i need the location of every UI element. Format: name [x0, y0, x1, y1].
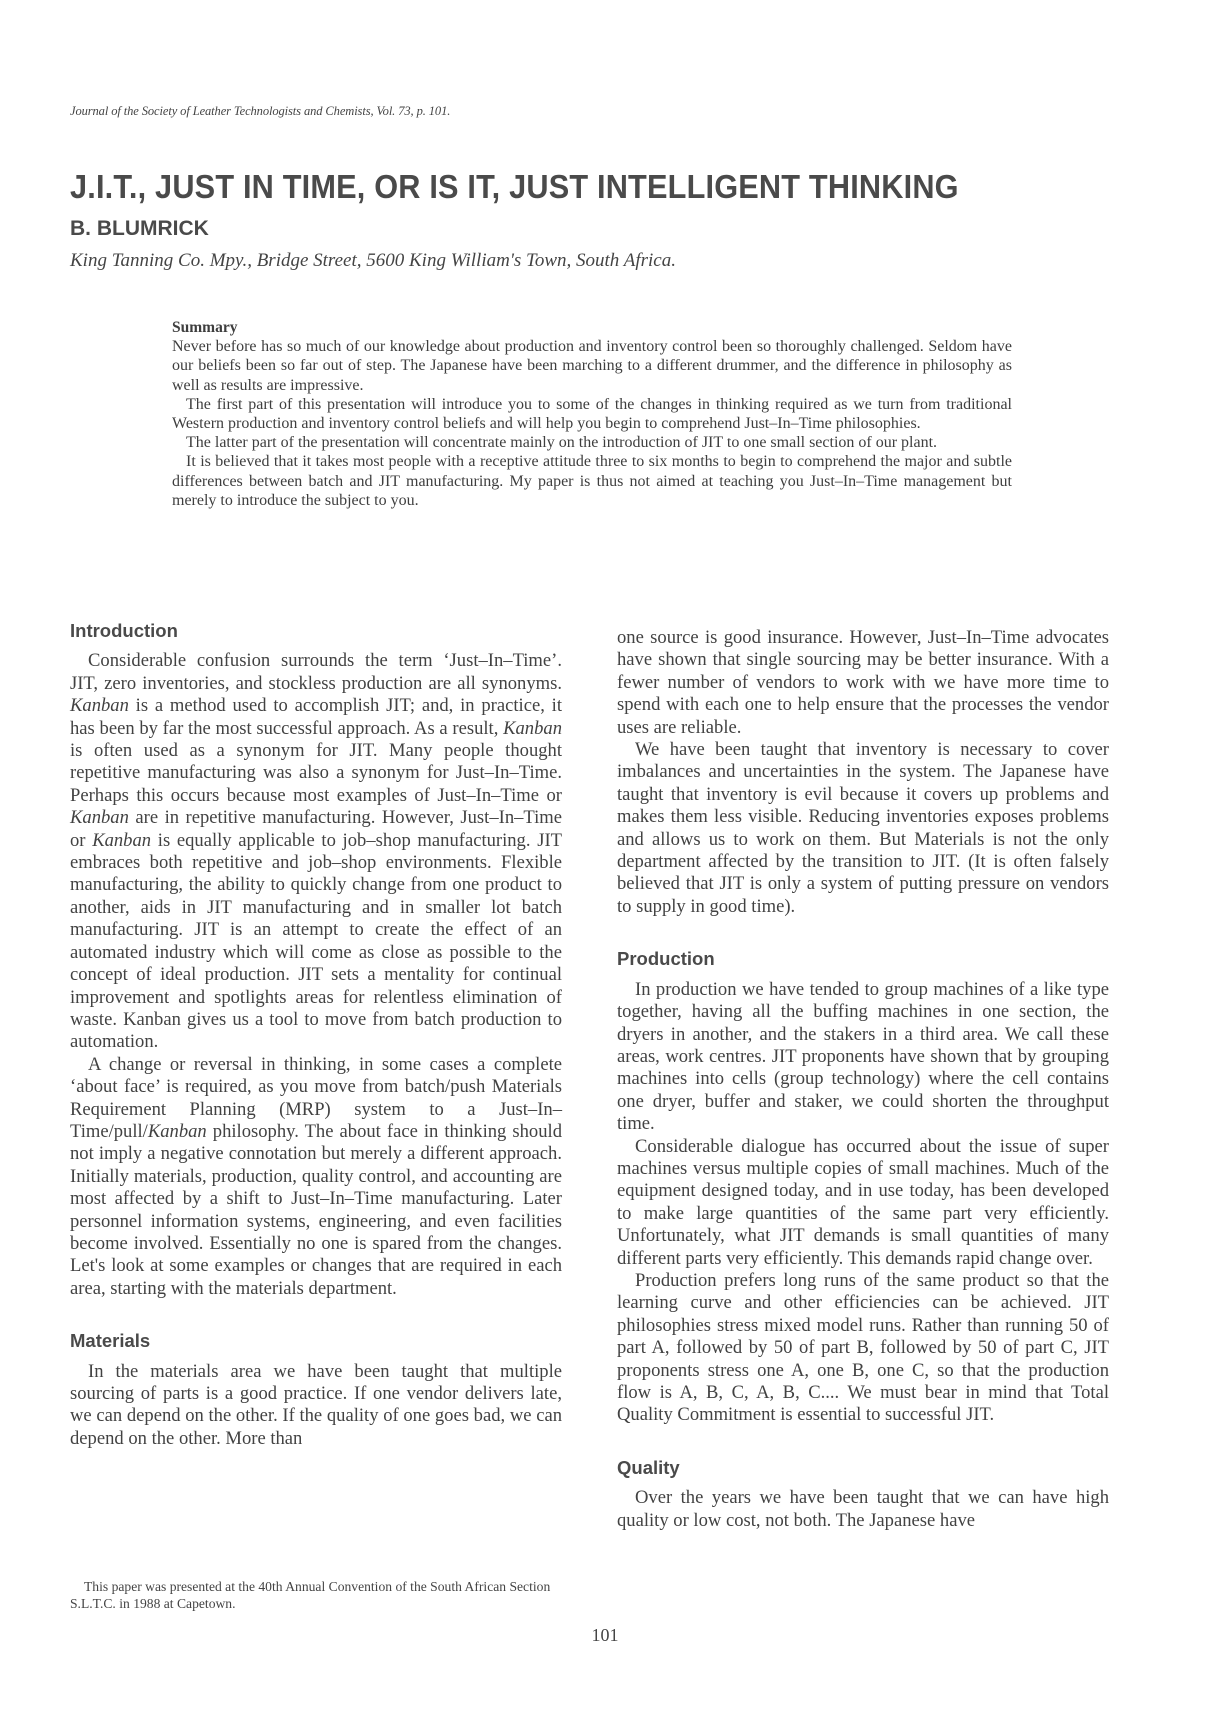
- section-heading-quality: Quality: [617, 1456, 680, 1478]
- summary-paragraph: Never before has so much of our knowledge about production and inventory control been so thoroughly challenged. Seldom have our beliefs been so far out of step. The Japanese have been marching to a different drummer, and the difference in philosophy as well as results are impressive.: [172, 338, 1012, 394]
- production-paragraph-3: Production prefers long runs of the same product so that the learning curve and other efficiencies can be achieved. JIT philosophies stress mixed model runs. Rather than running 50 of part A, followed by 50 of part B, followed by 50 of part C, JIT proponents stress one A, one B, one C, so that the production flow is A, B, C, A, B, C.... We must bear in mind that Total Quality Commitment is essential to successful JIT.: [617, 1269, 1109, 1426]
- intro-paragraph-2: A change or reversal in thinking, in some cases a complete ‘about face’ is required, as you move from batch/push Materials Requirement Planning (MRP) system to a Just–In–Time/pull/Kanban philosophy. The about face in thinking should not imply a negative connotation but merely a different approach. Initially materials, production, quality control, and accounting are most affected by a shift to Just–In–Time manufacturing. Later personnel information systems, engineering, and even facilities become involved. Essentially no one is spared from the changes. Let's look at some examples or changes that are required in each area, starting with the materials department.: [70, 1053, 562, 1299]
- page-number: 101: [591, 1625, 619, 1645]
- materials-paragraph-2: We have been taught that inventory is necessary to cover imbalances and uncertainties in the system. The Japanese have taught that inventory is evil because it covers up problems and makes them less visible. Reducing inventories exposes problems and allows us to work on them. But Materials is not the only department affected by the transition to JIT. (It is often falsely believed that JIT is only a system of putting pressure on vendors to supply in good time).: [617, 739, 1109, 917]
- paper-title: J.I.T., JUST IN TIME, OR IS IT, JUST INTELLIGENT THINKING: [70, 168, 959, 205]
- summary-paragraph: The latter part of the presentation will concentrate mainly on the introduction of JIT to one small section of our plant.: [186, 434, 938, 452]
- section-heading-introduction: Introduction: [70, 620, 178, 641]
- author-name: B. BLUMRICK: [70, 217, 209, 240]
- footnote-text: This paper was presented at the 40th Annual Convention of the South African Section S.L.T.C. in 1988 at Capetown.: [70, 1579, 551, 1611]
- materials-paragraph-1: In the materials area we have been taught that multiple sourcing of parts is a good practice. If one vendor delivers late, we can depend on the other. If the quality of one goes bad, we can depend on the other. More than: [70, 1360, 562, 1449]
- intro-paragraph-1: Considerable confusion surrounds the term ‘Just–In–Time’. JIT, zero inventories, and stockless production are all synonyms. Kanban is a method used to accomplish JIT; and, in practice, it has been by far the most successful approach. As a result, Kanban is often used as a synonym for JIT. Many people thought repetitive manufacturing was also a synonym for Just–In–Time. Perhaps this occurs because most examples of Just–In–Time or Kanban are in repetitive manufacturing. However, Just–In–Time or Kanban is equally applicable to job–shop manufacturing. JIT embraces both repetitive and job–shop environments. Flexible manufacturing, the ability to quickly change from one product to another, aids in JIT manufacturing and in smaller lot batch manufacturing. JIT is an attempt to create the effect of an automated industry which will come as close as possible to the concept of ideal production. JIT sets a mentality for continual improvement and spotlights areas for relentless elimination of waste. Kanban gives us a tool to move from batch production to automation.: [70, 650, 562, 1053]
- summary-paragraph: The first part of this presentation will introduce you to some of the changes in thinking required as we turn from traditional Western production and inventory control beliefs and will help you begin to comprehend Just–In–Time philosophies.: [172, 395, 1012, 433]
- right-column: [617, 627, 1109, 1532]
- footnote: [70, 1578, 570, 1612]
- section-heading-production: Production: [617, 948, 715, 970]
- materials-paragraph-1-continued: one source is good insurance. However, Just–In–Time advocates have shown that single sourcing may be better insurance. With a fewer number of vendors to work with we have more time to spend with each one to help ensure that the processes the vendor uses are reliable.: [617, 627, 1109, 738]
- production-paragraph-2: Considerable dialogue has occurred about the issue of super machines versus multiple copies of small machines. Much of the equipment designed today, and in use today, has been developed to make large quantities of the same part very efficiently. Unfortunately, what JIT demands is small quantities of many different parts very efficiently. This demands rapid change over.: [617, 1135, 1109, 1269]
- production-paragraph-1: In production we have tended to group machines of a like type together, having all the buffing machines in one section, the dryers in another, and the stakers in a third area. We call these areas, work centres. JIT proponents have shown that by grouping machines into cells (group technology) where the cell contains one dryer, buffer and staker, we could shorten the throughput time.: [617, 978, 1109, 1135]
- summary-block: [172, 318, 1012, 510]
- left-column: [70, 620, 562, 1450]
- summary-paragraph: It is believed that it takes most people with a receptive attitude three to six months to begin to comprehend the major and subtle differences between batch and JIT manufacturing. My paper is thus not aimed at teaching you Just–In–Time management but merely to introduce the subject to you.: [172, 453, 1012, 509]
- summary-heading: Summary: [172, 319, 238, 336]
- quality-paragraph-1: Over the years we have been taught that we can have high quality or low cost, not both. The Japanese have: [617, 1487, 1109, 1531]
- author-affiliation: King Tanning Co. Mpy., Bridge Street, 5600 King William's Town, South Africa.: [70, 250, 676, 271]
- journal-header: Journal of the Society of Leather Technologists and Chemists, Vol. 73, p. 101.: [70, 104, 451, 118]
- section-heading-materials: Materials: [70, 1330, 151, 1352]
